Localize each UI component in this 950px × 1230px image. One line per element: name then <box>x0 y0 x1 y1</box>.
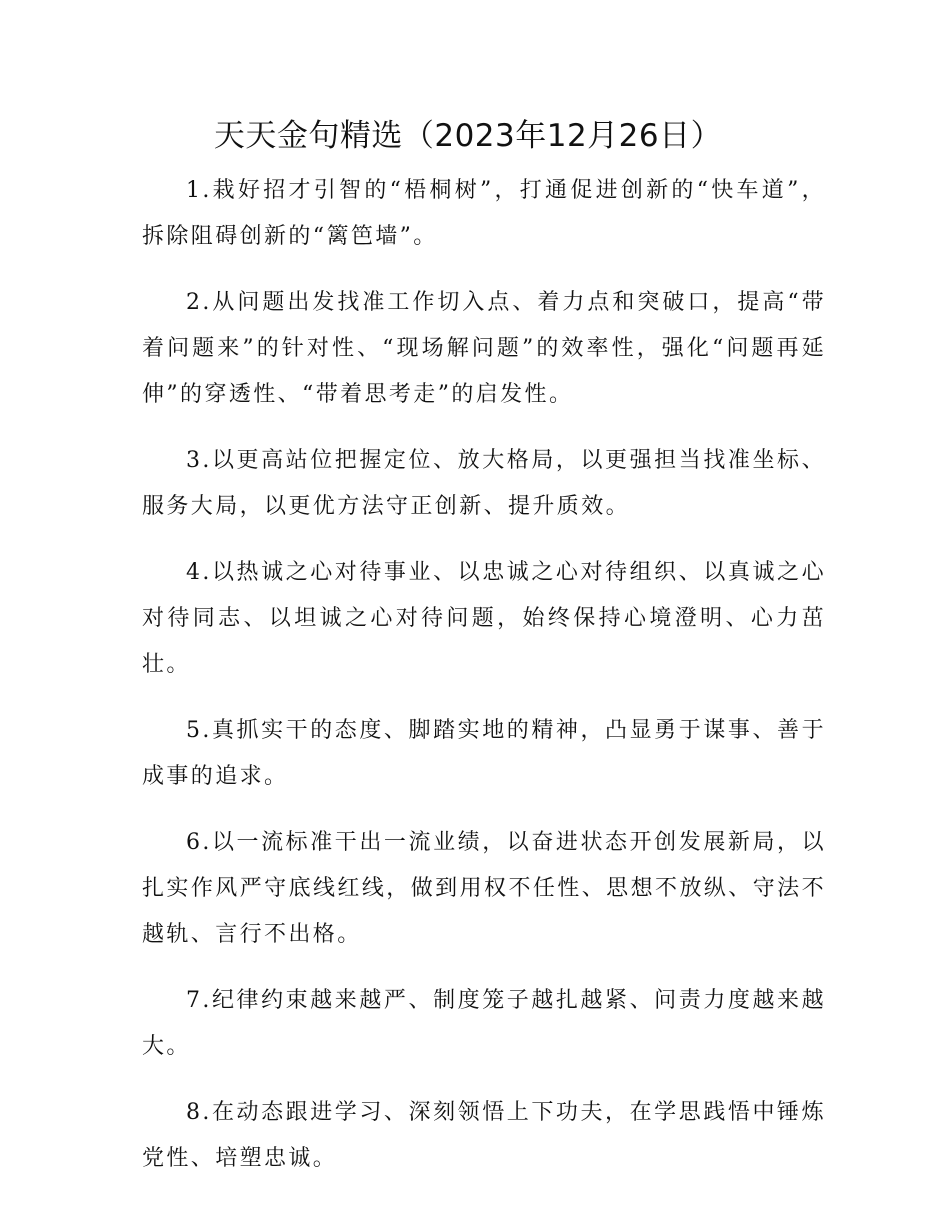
paragraph-1: 1.栽好招才引智的“梧桐树”，打通促进创新的“快车道”，拆除阻碍创新的“篱笆墙”。 <box>142 178 826 249</box>
paragraph-6: 6.以一流标准干出一流业绩，以奋进状态开创发展新局，以扎实作风严守底线红线，做到用权不任性、思想不放纵、守法不越轨、言行不出格。 <box>142 830 826 947</box>
paragraph-3: 3.以更高站位把握定位、放大格局，以更强担当找准坐标、服务大局，以更优方法守正创新、提升质效。 <box>142 448 826 519</box>
paragraph-5: 5.真抓实干的态度、脚踏实地的精神，凸显勇于谋事、善于成事的追求。 <box>142 718 826 789</box>
document-body <box>142 168 826 1202</box>
page-title: 天天金句精选（2023年12月26日） <box>213 118 723 154</box>
paragraph-7: 7.纪律约束越来越严、制度笼子越扎越紧、问责力度越来越大。 <box>142 988 826 1059</box>
paragraph-2: 2.从问题出发找准工作切入点、着力点和突破口，提高“带着问题来”的针对性、“现场解问题”的效率性，强化“问题再延伸”的穿透性、“带着思考走”的启发性。 <box>142 290 826 407</box>
paragraph-4: 4.以热诚之心对待事业、以忠诚之心对待组织、以真诚之心对待同志、以坦诚之心对待问题，始终保持心境澄明、心力茁壮。 <box>142 560 826 677</box>
paragraph-8: 8.在动态跟进学习、深刻领悟上下功夫，在学思践悟中锤炼党性、培塑忠诚。 <box>142 1100 826 1171</box>
